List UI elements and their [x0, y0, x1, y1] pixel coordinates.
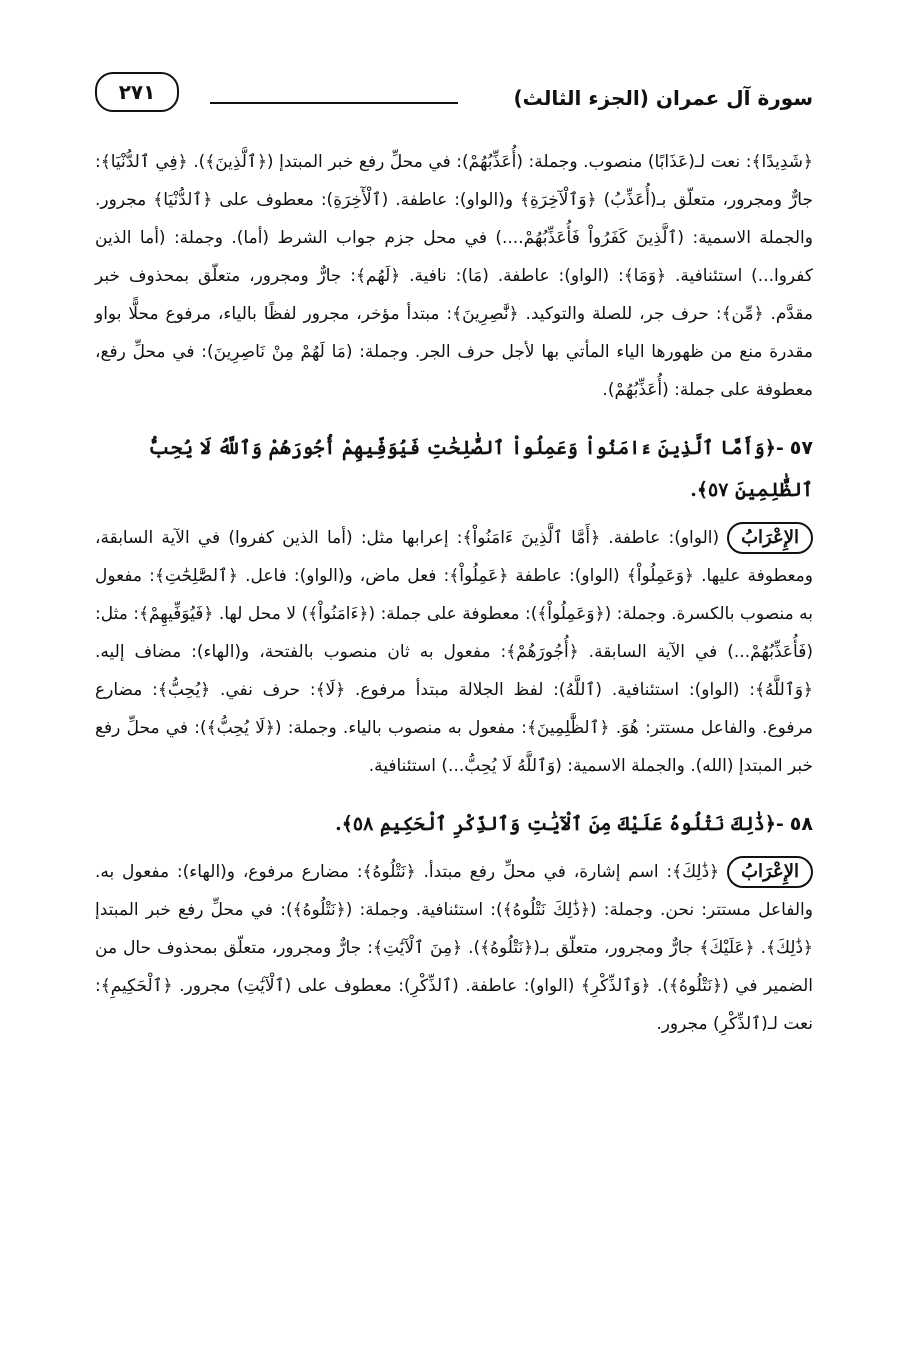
verse-text: -﴿وَأَمَّا ٱلَّذِينَ ءَامَنُواْ وَعَمِلُواْ ٱلصَّٰلِحَٰتِ فَيُوَفِّيهِمْ أُجُورَهُمْ وَٱللَّهُ لَا يُحِبُّ ٱلظَّٰلِمِينَ ٥٧﴾. [148, 437, 813, 501]
verse-number: ٥٧ [789, 437, 813, 459]
page-content [95, 143, 813, 1043]
page-number-badge: ٢٧١ [95, 72, 179, 112]
verse-text: -﴿ذَٰلِكَ نَتْلُوهُ عَلَيْكَ مِنَ ٱلْآيَٰتِ وَٱلذِّكْرِ ٱلْحَكِيمِ ٥٨﴾. [335, 813, 784, 835]
i3rab-text: ﴿ذَٰلِكَ﴾: اسم إشارة، في محلِّ رفع مبتدأ. ﴿نَتْلُوهُ﴾: مضارع مرفوع، و(الهاء): مفعول به. والفاعل مستتر: نحن. وجملة: (﴿ذَٰلِكَ نَتْلُوهُ﴾): استئنافية. وجملة: (﴿نَتْلُوهُ﴾): في محلِّ رفع خبر المبتدإ ﴿ذَٰلِكَ﴾. ﴿عَلَيْكَ﴾ جارٌّ ومجرور، متعلّق بـ(﴿نَتْلُوهُ﴾). ﴿مِنَ ٱلْآيَٰتِ﴾: جارٌّ ومجرور، متعلّق بمحذوف حال من الضمير في (﴿نَتْلُوهُ﴾). ﴿وَٱلذِّكْرِ﴾ (الواو): عاطفة. (ٱلذِّكْرِ): معطوف على (ٱلْآيَٰتِ) مجرور. ﴿ٱلْحَكِيمِ﴾: نعت لـ(ٱلذِّكْرِ) مجرور. [95, 862, 813, 1034]
i3rab-paragraph [95, 853, 813, 1043]
commentary-paragraph: ﴿شَدِيدًا﴾: نعت لـ(عَذَابًا) منصوب. وجملة: (أُعَذِّبُهُمْ): في محلِّ رفع خبر المبتدإ (﴿ٱلَّذِينَ﴾). ﴿فِي ٱلدُّنْيَا﴾: جارٌّ ومجرور، متعلّق بـ(أُعَذِّبُ) ﴿وَٱلْآخِرَةِ﴾ و(الواو): عاطفة. (ٱلْأٓخِرَةِ): معطوف على ﴿ٱلدُّنْيَا﴾ مجرور. والجملة الاسمية: (ٱلَّذِينَ كَفَرُواْ فَأُعَذِّبُهُمْ....) في محل جزم جواب الشرط (أما). وجملة: (أما الذين كفروا...) استئنافية. ﴿وَمَا﴾: (الواو): عاطفة. (مَا): نافية. ﴿لَهُم﴾: جارٌّ ومجرور، متعلّق بمحذوف خبر مقدَّم. ﴿مِّن﴾: حرف جر، للصلة والتوكيد. ﴿نَّٰصِرِينَ﴾: مبتدأ مؤخر، مجرور لفظًا بالياء، مرفوع محلًّا بواو مقدرة منع من ظهورها الياء المأتي بها لأجل حرف الجر. وجملة: (مَا لَهُمْ مِنْ نَاصِرِينَ): في محلِّ رفع، معطوفة على جملة: (أُعَذِّبُهُمْ). [95, 152, 813, 400]
verse-57 [95, 427, 813, 511]
verse-58 [95, 803, 813, 845]
header-divider [210, 102, 458, 104]
i3rab-text: (الواو): عاطفة. ﴿أَمَّا ٱلَّذِينَ ءَامَنُواْ﴾: إعرابها مثل: (أما الذين كفروا) في الآية السابقة، ومعطوفة عليها. ﴿وَعَمِلُواْ﴾ (الواو): عاطفة ﴿عَمِلُواْ﴾: فعل ماض، و(الواو): فاعل. ﴿ٱلصَّٰلِحَٰتِ﴾: مفعول به منصوب بالكسرة. وجملة: (﴿وَعَمِلُواْ﴾): معطوفة على جملة: (﴿ءَامَنُواْ﴾) لا محل لها. ﴿فَيُوَفِّيهِمْ﴾: مثل: (فَأُعَذِّبُهُمْ...) في الآية السابقة. ﴿أُجُورَهُمْ﴾: مفعول به ثان منصوب بالفتحة، و(الهاء): مضاف إليه. ﴿وَٱللَّهُ﴾: (الواو): استئنافية. (ٱللَّهُ): لفظ الجلالة مبتدأ مرفوع. ﴿لَا﴾: حرف نفي. ﴿يُحِبُّ﴾: مضارع مرفوع. والفاعل مستتر: هُوَ. ﴿ٱلظَّٰلِمِينَ﴾: مفعول به منصوب بالياء. وجملة: (﴿لَا يُحِبُّ﴾): في محلِّ رفع خبر المبتدإ (الله). والجملة الاسمية: (وَٱللَّهُ لَا يُحِبُّ...) استئنافية. [95, 528, 813, 776]
i3rab-label: الإِعْرَابُ [727, 522, 813, 554]
page-title: سورة آل عمران (الجزء الثالث) [513, 86, 813, 110]
i3rab-paragraph [95, 519, 813, 785]
page-header [95, 70, 813, 120]
verse-number: ٥٨ [789, 813, 813, 835]
i3rab-label: الإِعْرَابُ [727, 856, 813, 888]
